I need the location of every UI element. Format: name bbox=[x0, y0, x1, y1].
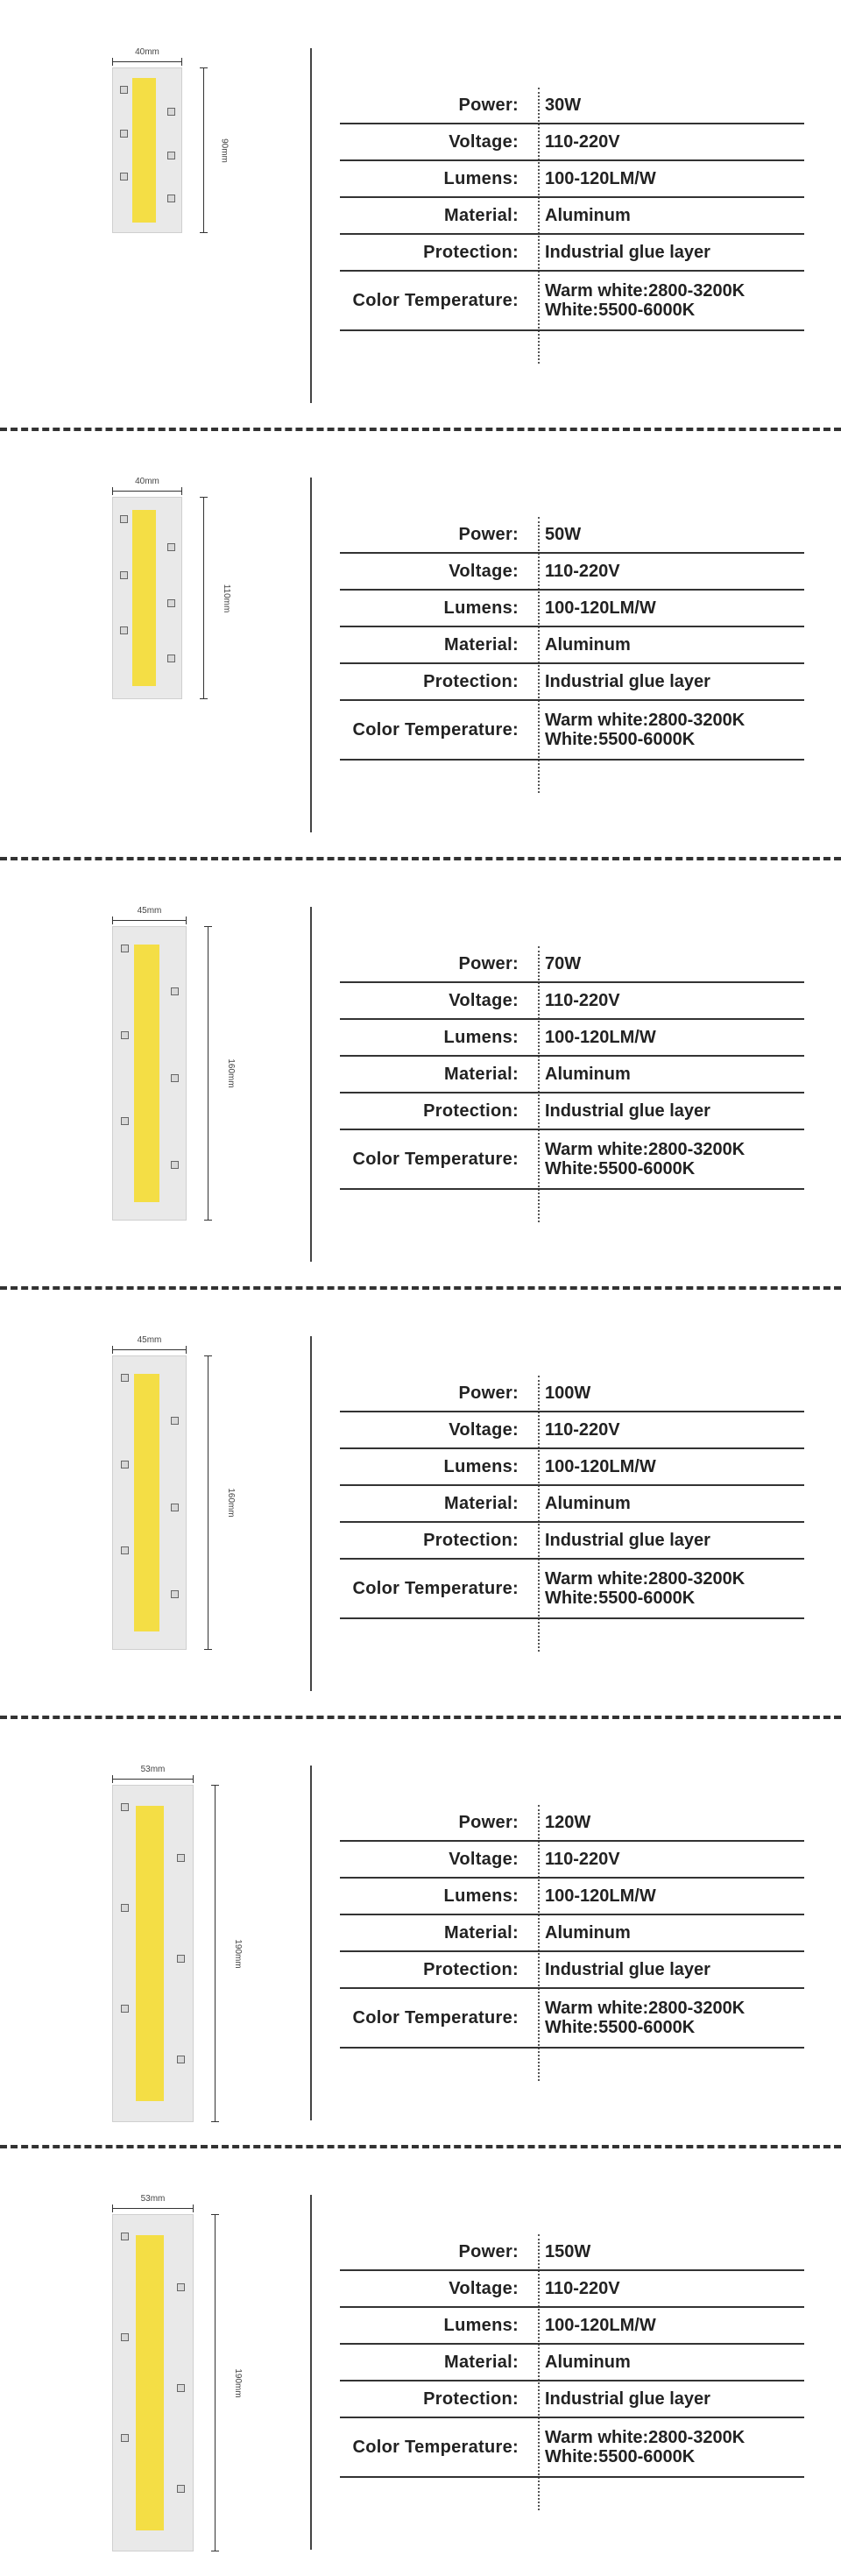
cob-board bbox=[112, 2214, 194, 2551]
spec-row-lumens bbox=[340, 1020, 804, 1057]
width-label: 53mm bbox=[140, 1765, 166, 1774]
smd-component-icon bbox=[120, 130, 128, 138]
width-label: 45mm bbox=[137, 906, 162, 916]
spec-key: Power: bbox=[458, 1383, 519, 1403]
smd-component-icon bbox=[167, 108, 175, 116]
spec-value: 100-120LM/W bbox=[545, 2316, 656, 2335]
spec-row-protection bbox=[340, 235, 804, 272]
smd-component-icon bbox=[167, 655, 175, 662]
smd-component-icon bbox=[171, 987, 179, 995]
spec-value: 100-120LM/W bbox=[545, 1028, 656, 1047]
smd-component-icon bbox=[171, 1074, 179, 1082]
smd-component-icon bbox=[121, 1031, 129, 1039]
spec-key: Voltage: bbox=[449, 131, 519, 152]
spec-row-color-temperature bbox=[340, 1989, 804, 2049]
length-label: 160mm bbox=[226, 1058, 237, 1088]
spec-row-material bbox=[340, 2345, 804, 2381]
product-section bbox=[0, 1717, 841, 2147]
smd-component-icon bbox=[121, 2005, 129, 2013]
length-dimension bbox=[202, 1785, 244, 2122]
spec-row-voltage bbox=[340, 1842, 804, 1879]
smd-component-icon bbox=[121, 2333, 129, 2341]
spec-value: Aluminum bbox=[545, 635, 631, 655]
spec-value bbox=[531, 281, 745, 320]
spec-key: Lumens: bbox=[443, 168, 519, 188]
led-strip bbox=[132, 510, 156, 687]
smd-component-icon bbox=[177, 2384, 185, 2392]
ct-white-value: White:5500-6000K bbox=[545, 2447, 696, 2466]
spec-value: Industrial glue layer bbox=[545, 1531, 710, 1550]
smd-component-icon bbox=[121, 1374, 129, 1382]
cob-board bbox=[112, 926, 187, 1221]
smd-component-icon bbox=[177, 2283, 185, 2291]
vertical-divider bbox=[310, 48, 312, 403]
spec-row-voltage bbox=[340, 2271, 804, 2308]
spec-row-protection bbox=[340, 1093, 804, 1130]
spec-value: 110-220V bbox=[545, 562, 620, 581]
spec-row-lumens bbox=[340, 2308, 804, 2345]
width-dimension bbox=[112, 48, 182, 64]
width-dimension bbox=[112, 1766, 194, 1781]
length-dimension bbox=[195, 926, 237, 1221]
smd-component-icon bbox=[167, 152, 175, 159]
ct-white-value: White:5500-6000K bbox=[545, 1159, 696, 1178]
spec-row-color-temperature bbox=[340, 2418, 804, 2478]
smd-component-icon bbox=[121, 945, 129, 952]
spec-value: 100-120LM/W bbox=[545, 1457, 656, 1476]
length-label: 90mm bbox=[219, 138, 230, 163]
spec-row-color-temperature bbox=[340, 1560, 804, 1619]
spec-key: Protection: bbox=[423, 671, 519, 691]
spec-value: 100W bbox=[545, 1384, 591, 1403]
spec-value: Industrial glue layer bbox=[545, 243, 710, 262]
width-dimension bbox=[112, 907, 187, 923]
spec-key: Material: bbox=[444, 1064, 519, 1084]
smd-component-icon bbox=[121, 2434, 129, 2442]
spec-value bbox=[531, 1140, 745, 1178]
width-label: 45mm bbox=[137, 1335, 162, 1345]
spec-key: Lumens: bbox=[443, 2315, 519, 2335]
width-label: 40mm bbox=[135, 477, 159, 486]
smd-component-icon bbox=[121, 1461, 129, 1468]
length-dimension bbox=[191, 497, 231, 699]
ct-warm-value: Warm white:2800-3200K bbox=[545, 1999, 746, 2018]
length-label: 160mm bbox=[226, 1488, 237, 1518]
spec-key: Material: bbox=[444, 1493, 519, 1513]
spec-value: Industrial glue layer bbox=[545, 2389, 710, 2409]
length-label: 190mm bbox=[233, 2367, 244, 2398]
vertical-divider bbox=[310, 478, 312, 832]
cob-board bbox=[112, 1355, 187, 1650]
spec-value: Aluminum bbox=[545, 2353, 631, 2372]
spec-value: 30W bbox=[545, 96, 582, 115]
spec-row-material bbox=[340, 1486, 804, 1523]
ct-warm-value: Warm white:2800-3200K bbox=[545, 1140, 746, 1159]
spec-value: 100-120LM/W bbox=[545, 169, 656, 188]
spec-row-lumens bbox=[340, 591, 804, 627]
smd-component-icon bbox=[120, 86, 128, 94]
spec-key: Material: bbox=[444, 2352, 519, 2372]
cob-board-figure bbox=[112, 48, 252, 399]
spec-key: Voltage: bbox=[449, 1419, 519, 1440]
spec-key: Material: bbox=[444, 205, 519, 225]
spec-value bbox=[531, 1569, 745, 1608]
vertical-divider bbox=[310, 2195, 312, 2550]
width-label: 53mm bbox=[140, 2194, 166, 2204]
ct-white-value: White:5500-6000K bbox=[545, 301, 696, 320]
cob-board-figure bbox=[112, 907, 252, 1257]
ct-white-value: White:5500-6000K bbox=[545, 1589, 696, 1608]
spec-value: Aluminum bbox=[545, 1065, 631, 1084]
spec-table bbox=[340, 1805, 804, 2049]
ct-white-value: White:5500-6000K bbox=[545, 730, 696, 749]
product-section bbox=[0, 2147, 841, 2576]
spec-value: 70W bbox=[545, 954, 582, 973]
ct-warm-value: Warm white:2800-3200K bbox=[545, 281, 746, 301]
smd-component-icon bbox=[121, 1117, 129, 1125]
spec-value: Industrial glue layer bbox=[545, 672, 710, 691]
spec-key: Material: bbox=[444, 634, 519, 655]
spec-key: Material: bbox=[444, 1922, 519, 1943]
smd-component-icon bbox=[171, 1504, 179, 1511]
led-strip bbox=[134, 945, 159, 1202]
spec-row-voltage bbox=[340, 124, 804, 161]
spec-table bbox=[340, 517, 804, 761]
spec-value: Industrial glue layer bbox=[545, 1101, 710, 1121]
smd-component-icon bbox=[120, 515, 128, 523]
spec-row-color-temperature bbox=[340, 272, 804, 331]
led-strip bbox=[136, 2235, 164, 2530]
spec-value: 110-220V bbox=[545, 2279, 620, 2298]
spec-row-color-temperature bbox=[340, 1130, 804, 1190]
spec-row-voltage bbox=[340, 983, 804, 1020]
smd-component-icon bbox=[121, 2233, 129, 2240]
spec-table bbox=[340, 1376, 804, 1619]
led-strip bbox=[136, 1806, 164, 2101]
spec-value: 110-220V bbox=[545, 132, 620, 152]
spec-row-power bbox=[340, 88, 804, 124]
product-section bbox=[0, 429, 841, 859]
vertical-divider bbox=[310, 1336, 312, 1691]
spec-value: 100-120LM/W bbox=[545, 1886, 656, 1906]
spec-row-voltage bbox=[340, 1412, 804, 1449]
spec-row-protection bbox=[340, 2381, 804, 2418]
smd-component-icon bbox=[120, 571, 128, 579]
cob-board-figure bbox=[112, 1766, 252, 2116]
length-dimension bbox=[195, 1355, 237, 1650]
spec-value: 50W bbox=[545, 525, 582, 544]
product-section bbox=[0, 0, 841, 429]
spec-key: Color Temperature: bbox=[352, 2007, 519, 2028]
spec-row-power bbox=[340, 946, 804, 983]
spec-key: Protection: bbox=[423, 2388, 519, 2409]
vertical-divider bbox=[310, 1766, 312, 2120]
spec-value: 110-220V bbox=[545, 1850, 620, 1869]
spec-table bbox=[340, 2234, 804, 2478]
spec-row-protection bbox=[340, 1523, 804, 1560]
spec-row-power bbox=[340, 2234, 804, 2271]
spec-row-lumens bbox=[340, 161, 804, 198]
spec-row-power bbox=[340, 1805, 804, 1842]
spec-key: Protection: bbox=[423, 1959, 519, 1979]
spec-table bbox=[340, 88, 804, 331]
smd-component-icon bbox=[171, 1590, 179, 1598]
smd-component-icon bbox=[167, 195, 175, 202]
spec-value: Aluminum bbox=[545, 206, 631, 225]
ct-warm-value: Warm white:2800-3200K bbox=[545, 1569, 746, 1589]
spec-key: Protection: bbox=[423, 1530, 519, 1550]
length-dimension bbox=[191, 67, 230, 233]
smd-component-icon bbox=[120, 626, 128, 634]
smd-component-icon bbox=[177, 2485, 185, 2493]
spec-value: 110-220V bbox=[545, 991, 620, 1010]
led-strip bbox=[132, 78, 156, 223]
ct-warm-value: Warm white:2800-3200K bbox=[545, 711, 746, 730]
product-section bbox=[0, 859, 841, 1288]
spec-value: 110-220V bbox=[545, 1420, 620, 1440]
spec-key: Power: bbox=[458, 1812, 519, 1832]
spec-value: 120W bbox=[545, 1813, 591, 1832]
spec-row-power bbox=[340, 1376, 804, 1412]
spec-key: Voltage: bbox=[449, 990, 519, 1010]
cob-board bbox=[112, 67, 182, 233]
spec-key: Color Temperature: bbox=[352, 290, 519, 310]
spec-key: Lumens: bbox=[443, 598, 519, 618]
spec-key: Power: bbox=[458, 2241, 519, 2261]
smd-component-icon bbox=[177, 2056, 185, 2063]
smd-component-icon bbox=[167, 599, 175, 607]
length-label: 190mm bbox=[233, 1938, 244, 1969]
spec-value bbox=[531, 2428, 745, 2466]
cob-board-figure bbox=[112, 1336, 252, 1687]
width-label: 40mm bbox=[135, 47, 159, 57]
spec-value: 150W bbox=[545, 2242, 591, 2261]
vertical-divider bbox=[310, 907, 312, 1262]
spec-value: 100-120LM/W bbox=[545, 598, 656, 618]
product-section bbox=[0, 1288, 841, 1717]
spec-row-material bbox=[340, 627, 804, 664]
spec-key: Lumens: bbox=[443, 1886, 519, 1906]
spec-row-material bbox=[340, 198, 804, 235]
spec-value: Aluminum bbox=[545, 1923, 631, 1943]
led-strip bbox=[134, 1374, 159, 1631]
smd-component-icon bbox=[177, 1854, 185, 1862]
spec-key: Voltage: bbox=[449, 561, 519, 581]
spec-key: Protection: bbox=[423, 242, 519, 262]
spec-value: Industrial glue layer bbox=[545, 1960, 710, 1979]
spec-row-voltage bbox=[340, 554, 804, 591]
spec-row-power bbox=[340, 517, 804, 554]
width-dimension bbox=[112, 478, 182, 493]
spec-row-protection bbox=[340, 1952, 804, 1989]
spec-key: Color Temperature: bbox=[352, 2437, 519, 2457]
cob-board bbox=[112, 497, 182, 699]
length-label: 110mm bbox=[221, 584, 231, 612]
cob-board bbox=[112, 1785, 194, 2122]
spec-row-protection bbox=[340, 664, 804, 701]
spec-key: Voltage: bbox=[449, 2278, 519, 2298]
smd-component-icon bbox=[171, 1417, 179, 1425]
spec-key: Lumens: bbox=[443, 1027, 519, 1047]
spec-table bbox=[340, 946, 804, 1190]
spec-key: Color Temperature: bbox=[352, 1149, 519, 1169]
smd-component-icon bbox=[171, 1161, 179, 1169]
cob-board-figure bbox=[112, 478, 252, 828]
spec-row-lumens bbox=[340, 1449, 804, 1486]
spec-key: Color Temperature: bbox=[352, 719, 519, 740]
width-dimension bbox=[112, 2195, 194, 2211]
spec-key: Protection: bbox=[423, 1100, 519, 1121]
spec-key: Power: bbox=[458, 953, 519, 973]
ct-warm-value: Warm white:2800-3200K bbox=[545, 2428, 746, 2447]
width-dimension bbox=[112, 1336, 187, 1352]
smd-component-icon bbox=[121, 1546, 129, 1554]
length-dimension bbox=[202, 2214, 244, 2551]
spec-row-material bbox=[340, 1915, 804, 1952]
spec-key: Power: bbox=[458, 95, 519, 115]
ct-white-value: White:5500-6000K bbox=[545, 2018, 696, 2037]
spec-value bbox=[531, 1999, 745, 2037]
smd-component-icon bbox=[167, 543, 175, 551]
spec-key: Color Temperature: bbox=[352, 1578, 519, 1598]
smd-component-icon bbox=[177, 1955, 185, 1963]
spec-value: Aluminum bbox=[545, 1494, 631, 1513]
spec-key: Voltage: bbox=[449, 1849, 519, 1869]
smd-component-icon bbox=[121, 1803, 129, 1811]
spec-key: Power: bbox=[458, 524, 519, 544]
spec-key: Lumens: bbox=[443, 1456, 519, 1476]
spec-row-lumens bbox=[340, 1879, 804, 1915]
smd-component-icon bbox=[120, 173, 128, 180]
cob-board-figure bbox=[112, 2195, 252, 2545]
spec-row-material bbox=[340, 1057, 804, 1093]
spec-value bbox=[531, 711, 745, 749]
smd-component-icon bbox=[121, 1904, 129, 1912]
spec-row-color-temperature bbox=[340, 701, 804, 761]
